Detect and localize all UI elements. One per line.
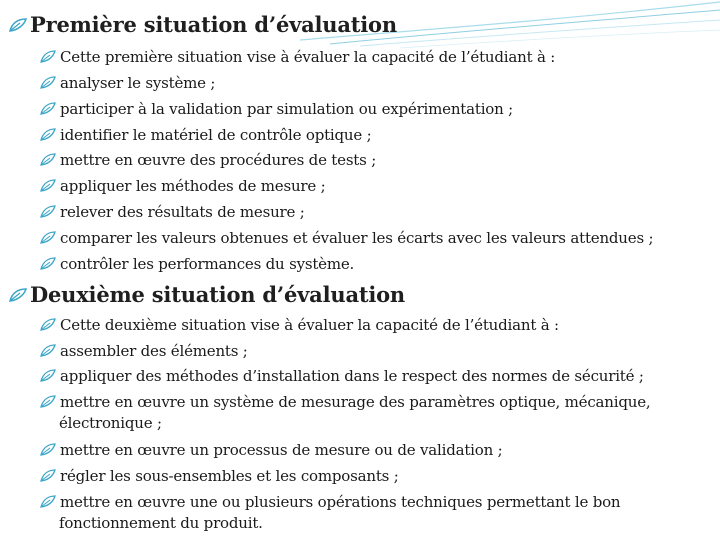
leaf-bullet-icon — [8, 287, 28, 303]
leaf-bullet-icon — [40, 102, 56, 116]
list-item-text: Cette deuxième situation vise à évaluer la capacité de l’étudiant à : — [60, 316, 559, 334]
list-item — [40, 228, 653, 249]
list-item-text: analyser le système ; — [60, 74, 216, 92]
list-item — [40, 440, 502, 461]
section2-title: Deuxième situation d’évaluation — [30, 282, 405, 307]
list-item-text: comparer les valeurs obtenues et évaluer les écarts avec les valeurs attendues ; — [60, 229, 654, 247]
leaf-bullet-icon — [40, 179, 56, 193]
section2-heading — [8, 282, 405, 307]
list-item-text: mettre en œuvre une ou plusieurs opérations techniques permettant le bon fonctionnement du produit. — [59, 493, 621, 532]
list-item — [40, 492, 719, 534]
leaf-bullet-icon — [40, 153, 56, 167]
list-item — [40, 176, 326, 197]
section1-heading — [8, 12, 397, 37]
list-item-text: identifier le matériel de contrôle optique ; — [60, 126, 372, 144]
leaf-bullet-icon — [40, 257, 56, 271]
list-item-text: contrôler les performances du système. — [60, 255, 355, 273]
leaf-bullet-icon — [40, 128, 56, 142]
list-item — [40, 150, 376, 171]
list-item-text: appliquer des méthodes d’installation dans le respect des normes de sécurité ; — [60, 367, 644, 385]
leaf-bullet-icon — [40, 318, 56, 332]
list-item — [40, 125, 371, 146]
list-item — [40, 99, 513, 120]
leaf-bullet-icon — [40, 495, 56, 509]
list-item-text: régler les sous-ensembles et les composants ; — [60, 467, 399, 485]
leaf-bullet-icon — [40, 395, 56, 409]
list-item — [40, 315, 559, 336]
list-item-text: mettre en œuvre un système de mesurage des paramètres optique, mécanique, électronique ; — [59, 393, 651, 432]
leaf-bullet-icon — [40, 76, 56, 90]
list-item — [40, 73, 215, 94]
list-item — [40, 202, 305, 223]
leaf-bullet-icon — [40, 443, 56, 457]
leaf-bullet-icon — [40, 50, 56, 64]
leaf-bullet-icon — [8, 17, 28, 33]
list-item — [40, 392, 719, 434]
list-item-text: participer à la validation par simulation ou expérimentation ; — [60, 100, 514, 118]
leaf-bullet-icon — [40, 344, 56, 358]
section1-title: Première situation d’évaluation — [30, 12, 397, 37]
list-item-text: appliquer les méthodes de mesure ; — [60, 177, 326, 195]
list-item-text: mettre en œuvre des procédures de tests ; — [60, 151, 377, 169]
leaf-bullet-icon — [40, 369, 56, 383]
list-item — [40, 366, 644, 387]
leaf-bullet-icon — [40, 205, 56, 219]
list-item-text: assembler des éléments ; — [60, 342, 248, 360]
list-item — [40, 254, 354, 275]
list-item — [40, 466, 399, 487]
list-item-text: mettre en œuvre un processus de mesure ou de validation ; — [60, 441, 503, 459]
list-item — [40, 341, 248, 362]
leaf-bullet-icon — [40, 231, 56, 245]
list-item — [40, 47, 555, 68]
list-item-text: Cette première situation vise à évaluer la capacité de l’étudiant à : — [60, 48, 556, 66]
leaf-bullet-icon — [40, 469, 56, 483]
list-item-text: relever des résultats de mesure ; — [60, 203, 305, 221]
